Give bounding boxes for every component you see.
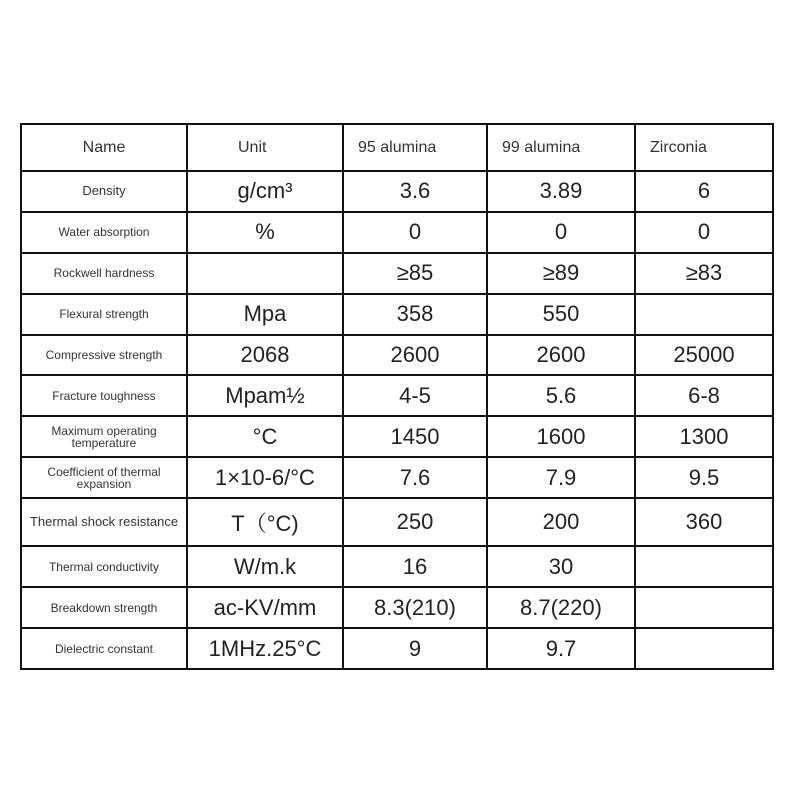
zirconia-cell: 6-8 (635, 375, 773, 416)
alumina-99-cell: 30 (487, 546, 635, 587)
table-row (21, 628, 773, 669)
header-95-alumina: 95 alumina (343, 124, 487, 171)
alumina-95-cell: 358 (343, 294, 487, 335)
alumina-95-cell: 16 (343, 546, 487, 587)
property-name: Maximum operating temperature (21, 416, 187, 457)
unit-cell: T（°C) (187, 498, 343, 546)
alumina-99-cell: 550 (487, 294, 635, 335)
alumina-99-cell: 5.6 (487, 375, 635, 416)
alumina-99-cell: 3.89 (487, 171, 635, 212)
zirconia-cell: ≥83 (635, 253, 773, 294)
alumina-99-cell: 9.7 (487, 628, 635, 669)
unit-cell: ac-KV/mm (187, 587, 343, 628)
property-name: Coefficient of thermal expansion (21, 457, 187, 498)
zirconia-cell: 9.5 (635, 457, 773, 498)
header-99-alumina: 99 alumina (487, 124, 635, 171)
property-name: Breakdown strength (21, 587, 187, 628)
unit-cell: % (187, 212, 343, 253)
alumina-99-cell: 200 (487, 498, 635, 546)
alumina-95-cell: 0 (343, 212, 487, 253)
zirconia-cell: 360 (635, 498, 773, 546)
alumina-99-cell: 1600 (487, 416, 635, 457)
table-header-row (21, 124, 773, 171)
alumina-95-cell: 250 (343, 498, 487, 546)
table-row (21, 546, 773, 587)
zirconia-cell: 0 (635, 212, 773, 253)
unit-cell (187, 253, 343, 294)
table-row (21, 498, 773, 546)
unit-cell: 1MHz.25°C (187, 628, 343, 669)
header-zirconia: Zirconia (635, 124, 773, 171)
alumina-99-cell: ≥89 (487, 253, 635, 294)
header-name: Name (21, 124, 187, 171)
alumina-95-cell: 8.3(210) (343, 587, 487, 628)
zirconia-cell (635, 294, 773, 335)
alumina-95-cell: ≥85 (343, 253, 487, 294)
material-properties-table (20, 123, 774, 670)
property-name: Flexural strength (21, 294, 187, 335)
unit-cell: 2068 (187, 335, 343, 376)
zirconia-cell: 25000 (635, 335, 773, 376)
zirconia-cell: 1300 (635, 416, 773, 457)
unit-cell: W/m.k (187, 546, 343, 587)
alumina-99-cell: 8.7(220) (487, 587, 635, 628)
property-name: Rockwell hardness (21, 253, 187, 294)
property-name: Thermal shock resistance (21, 498, 187, 546)
alumina-99-cell: 7.9 (487, 457, 635, 498)
table-row (21, 416, 773, 457)
property-name: Dielectric constant (21, 628, 187, 669)
alumina-95-cell: 4-5 (343, 375, 487, 416)
table-row (21, 587, 773, 628)
alumina-95-cell: 7.6 (343, 457, 487, 498)
unit-cell: Mpa (187, 294, 343, 335)
table-row (21, 212, 773, 253)
alumina-99-cell: 0 (487, 212, 635, 253)
table-row (21, 457, 773, 498)
property-name: Compressive strength (21, 335, 187, 376)
unit-cell: 1×10-6/°C (187, 457, 343, 498)
property-name: Fracture toughness (21, 375, 187, 416)
zirconia-cell (635, 628, 773, 669)
property-name: Thermal conductivity (21, 546, 187, 587)
header-unit: Unit (187, 124, 343, 171)
unit-cell: °C (187, 416, 343, 457)
zirconia-cell: 6 (635, 171, 773, 212)
property-name: Water absorption (21, 212, 187, 253)
alumina-95-cell: 9 (343, 628, 487, 669)
alumina-95-cell: 3.6 (343, 171, 487, 212)
table-row (21, 171, 773, 212)
alumina-95-cell: 2600 (343, 335, 487, 376)
table-row (21, 335, 773, 376)
alumina-99-cell: 2600 (487, 335, 635, 376)
table-row (21, 253, 773, 294)
unit-cell: Mpam½ (187, 375, 343, 416)
unit-cell: g/cm³ (187, 171, 343, 212)
table-row (21, 294, 773, 335)
table-row (21, 375, 773, 416)
alumina-95-cell: 1450 (343, 416, 487, 457)
zirconia-cell (635, 546, 773, 587)
zirconia-cell (635, 587, 773, 628)
property-name: Density (21, 171, 187, 212)
